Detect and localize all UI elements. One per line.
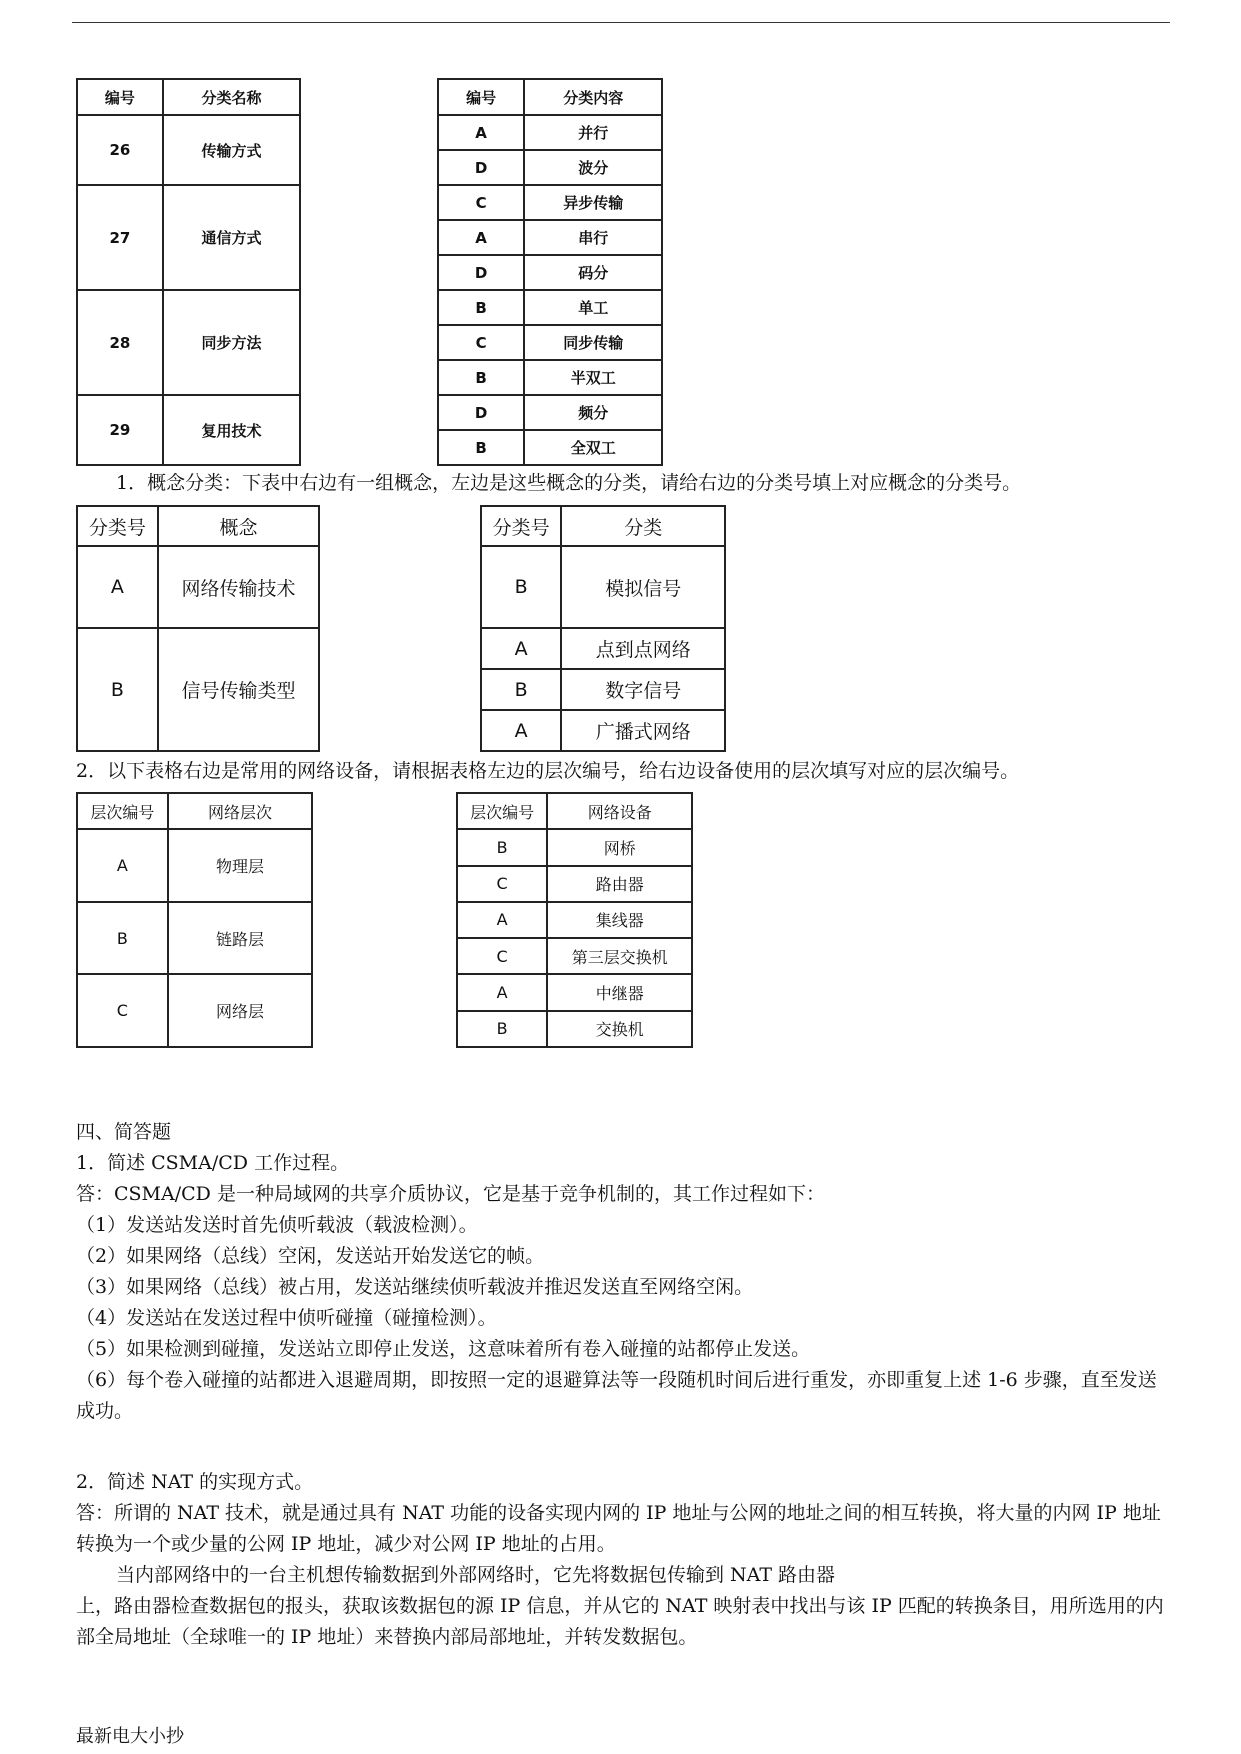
header-category: 分类 [561,506,725,546]
item-code: A [481,710,562,751]
item-content: 串行 [524,220,662,255]
network-layer-table [76,792,693,1048]
answer-step: （1）发送站发送时首先侦听载波（载波检测）。 [76,1214,478,1236]
group-name: 通信方式 [163,185,301,290]
answer-step: （3）如果网络（总线）被占用，发送站继续侦听载波并推迟发送直至网络空闲。 [76,1276,754,1298]
item-content: 点到点网络 [561,628,725,669]
answer-paragraph: 答：所谓的 NAT 技术，就是通过具有 NAT 功能的设备实现内网的 IP 地址与公网的地址之间的相互转换，将大量的内网 IP 地址转换为一个或少量的公网 IP 地址，减少对公网 IP 地址的占用。 [76,1502,1161,1555]
answer-step: （4）发送站在发送过程中侦听碰撞（碰撞检测）。 [76,1307,497,1329]
item-code: B [438,290,525,325]
item-code: C [457,938,548,974]
item-content: 路由器 [547,866,692,902]
group-id: A [77,546,158,628]
group-id: A [77,829,168,902]
item-code: C [457,866,548,902]
item-code: A [457,902,548,938]
group-name: 网络传输技术 [158,546,320,628]
section-title: 四、简答题 [76,1121,172,1143]
item-content: 数字信号 [561,669,725,710]
item-content: 中继器 [547,974,692,1010]
group-id: C [77,974,168,1047]
item-content: 单工 [524,290,662,325]
table-gap [319,506,480,751]
item-code: D [438,395,525,430]
group-name: 同步方法 [163,290,301,395]
question-2-text: 2．以下表格右边是常用的网络设备，请根据表格左边的层次编号，给右边设备使用的层次填写对应的层次编号。 [76,760,1020,782]
item-content: 同步传输 [524,325,662,360]
page-footer: 最新电大小抄 [76,1726,184,1747]
item-content: 模拟信号 [561,546,725,628]
item-content: 广播式网络 [561,710,725,751]
header-concept: 概念 [158,506,320,546]
header-network-device: 网络设备 [547,793,692,829]
group-id: 26 [77,115,163,185]
group-id: 27 [77,185,163,290]
item-content: 网桥 [547,829,692,865]
classification-table-1 [76,78,663,466]
item-code: B [438,430,525,465]
item-content: 全双工 [524,430,662,465]
question-heading: 2．简述 NAT 的实现方式。 [76,1471,314,1493]
item-content: 集线器 [547,902,692,938]
item-content: 异步传输 [524,185,662,220]
question-heading: 1．简述 CSMA/CD 工作过程。 [76,1152,350,1174]
answer-paragraph-line: 当内部网络中的一台主机想传输数据到外部网络时，它先将数据包传输到 NAT 路由器 [116,1564,836,1586]
header-category-name: 分类名称 [163,79,301,115]
item-code: A [438,115,525,150]
group-name: 传输方式 [163,115,301,185]
item-code: A [457,974,548,1010]
group-id: B [77,628,158,751]
group-name: 链路层 [168,902,313,975]
item-content: 第三层交换机 [547,938,692,974]
group-id: 29 [77,395,163,465]
item-content: 半双工 [524,360,662,395]
item-content: 码分 [524,255,662,290]
header-category-content: 分类内容 [524,79,662,115]
group-name: 物理层 [168,829,313,902]
group-name: 网络层 [168,974,313,1047]
header-network-layer: 网络层次 [168,793,313,829]
item-code: D [438,255,525,290]
group-id: B [77,902,168,975]
item-code: B [457,1011,548,1047]
item-content: 并行 [524,115,662,150]
item-code: A [481,628,562,669]
header-category-id: 分类号 [77,506,158,546]
question-1-text: 1．概念分类：下表中右边有一组概念，左边是这些概念的分类，请给右边的分类号填上对应概念的分类号。 [116,472,1022,494]
table-gap [312,793,456,1047]
item-code: B [457,829,548,865]
item-code: B [438,360,525,395]
answer-paragraph: 上，路由器检查数据包的报头，获取该数据包的源 IP 信息，并从它的 NAT 映射表中找出与该 IP 匹配的转换条目，用所选用的内部全局地址（全球唯一的 IP 地址）来替换内部局部地址，并转发数据包。 [76,1595,1164,1648]
item-code: C [438,325,525,360]
answer-step: （2）如果网络（总线）空闲，发送站开始发送它的帧。 [76,1245,545,1267]
item-code: A [438,220,525,255]
answer-step: （5）如果检测到碰撞，发送站立即停止发送，这意味着所有卷入碰撞的站都停止发送。 [76,1338,811,1360]
header-layer-id: 层次编号 [457,793,548,829]
header-category-id: 分类号 [481,506,562,546]
answer-intro: 答：CSMA/CD 是一种局域网的共享介质协议，它是基于竞争机制的，其工作过程如下： [76,1183,825,1205]
item-code: D [438,150,525,185]
group-name: 信号传输类型 [158,628,320,751]
item-code: C [438,185,525,220]
table-gap [300,79,437,465]
classification-table-2 [76,505,726,752]
header-id: 编号 [438,79,525,115]
item-code: B [481,546,562,628]
answer-step: （6）每个卷入碰撞的站都进入退避周期，即按照一定的退避算法等一段随机时间后进行重发，亦即重复上述 1-6 步骤，直至发送成功。 [76,1369,1157,1422]
header-layer-id: 层次编号 [77,793,168,829]
header-id: 编号 [77,79,163,115]
group-id: 28 [77,290,163,395]
item-content: 交换机 [547,1011,692,1047]
item-code: B [481,669,562,710]
header-rule [72,22,1170,23]
item-content: 频分 [524,395,662,430]
item-content: 波分 [524,150,662,185]
group-name: 复用技术 [163,395,301,465]
